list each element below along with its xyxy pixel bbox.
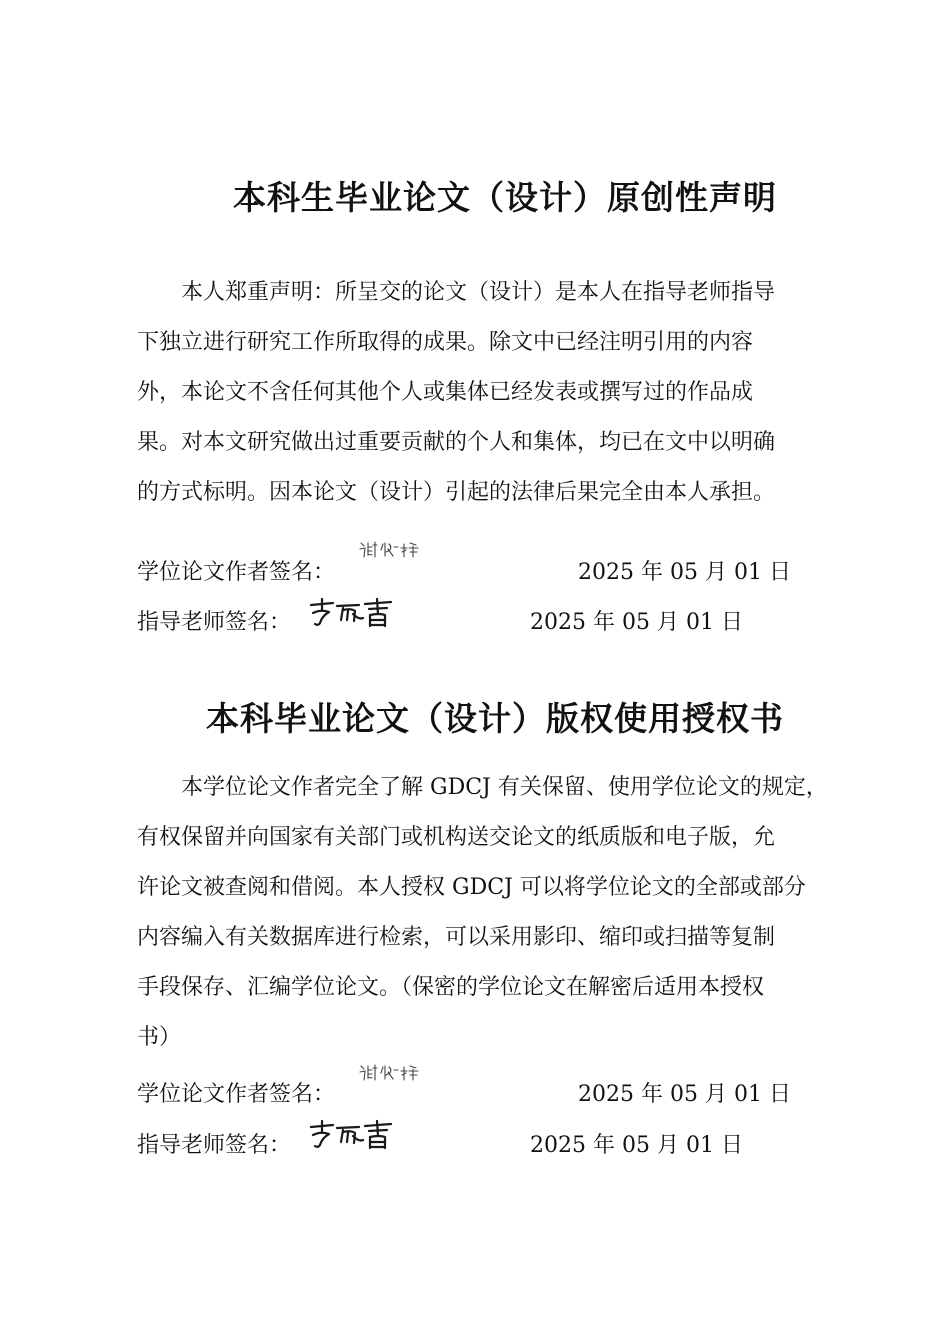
authorization-line: 许论文被查阅和借阅。本人授权 GDCJ 可以将学位论文的全部或部分 — [137, 875, 806, 900]
declaration-title: 本科生毕业论文（设计）原创性声明 — [233, 178, 777, 217]
declaration-line: 本人郑重声明：所呈交的论文（设计）是本人在指导老师指导 — [181, 280, 776, 305]
authorization-author-label: 学位论文作者签名： — [137, 1082, 336, 1107]
declaration-line: 外，本论文不含任何其他个人或集体已经发表或撰写过的作品成 — [137, 380, 754, 405]
authorization-line: 内容编入有关数据库进行检索，可以采用影印、缩印或扫描等复制 — [137, 925, 776, 950]
declaration-author-label: 学位论文作者签名： — [137, 560, 336, 585]
declaration-author-signature — [358, 538, 424, 560]
authorization-line: 本学位论文作者完全了解 GDCJ 有关保留、使用学位论文的规定， — [181, 775, 828, 800]
declaration-advisor-date: 2025 年 05 月 01 日 — [530, 610, 743, 635]
authorization-title: 本科毕业论文（设计）版权使用授权书 — [206, 699, 784, 738]
authorization-line: 有权保留并向国家有关部门或机构送交论文的纸质版和电子版，允 — [137, 825, 776, 850]
declaration-body — [137, 268, 837, 518]
authorization-line: 书） — [137, 1025, 182, 1050]
authorization-author-date: 2025 年 05 月 01 日 — [578, 1082, 791, 1107]
declaration-line: 下独立进行研究工作所取得的成果。除文中已经注明引用的内容 — [137, 330, 754, 355]
declaration-advisor-label: 指导老师签名： — [137, 610, 292, 635]
authorization-advisor-signature — [307, 1118, 397, 1150]
declaration-advisor-signature — [307, 596, 397, 628]
declaration-line: 果。对本文研究做出过重要贡献的个人和集体，均已在文中以明确 — [137, 430, 776, 455]
declaration-line: 的方式标明。因本论文（设计）引起的法律后果完全由本人承担。 — [137, 480, 776, 505]
authorization-author-signature — [358, 1061, 424, 1083]
authorization-advisor-date: 2025 年 05 月 01 日 — [530, 1133, 743, 1158]
authorization-advisor-label: 指导老师签名： — [137, 1133, 292, 1158]
declaration-author-date: 2025 年 05 月 01 日 — [578, 560, 791, 585]
authorization-line: 手段保存、汇编学位论文。（保密的学位论文在解密后适用本授权 — [137, 975, 765, 1000]
authorization-body — [137, 763, 837, 1063]
